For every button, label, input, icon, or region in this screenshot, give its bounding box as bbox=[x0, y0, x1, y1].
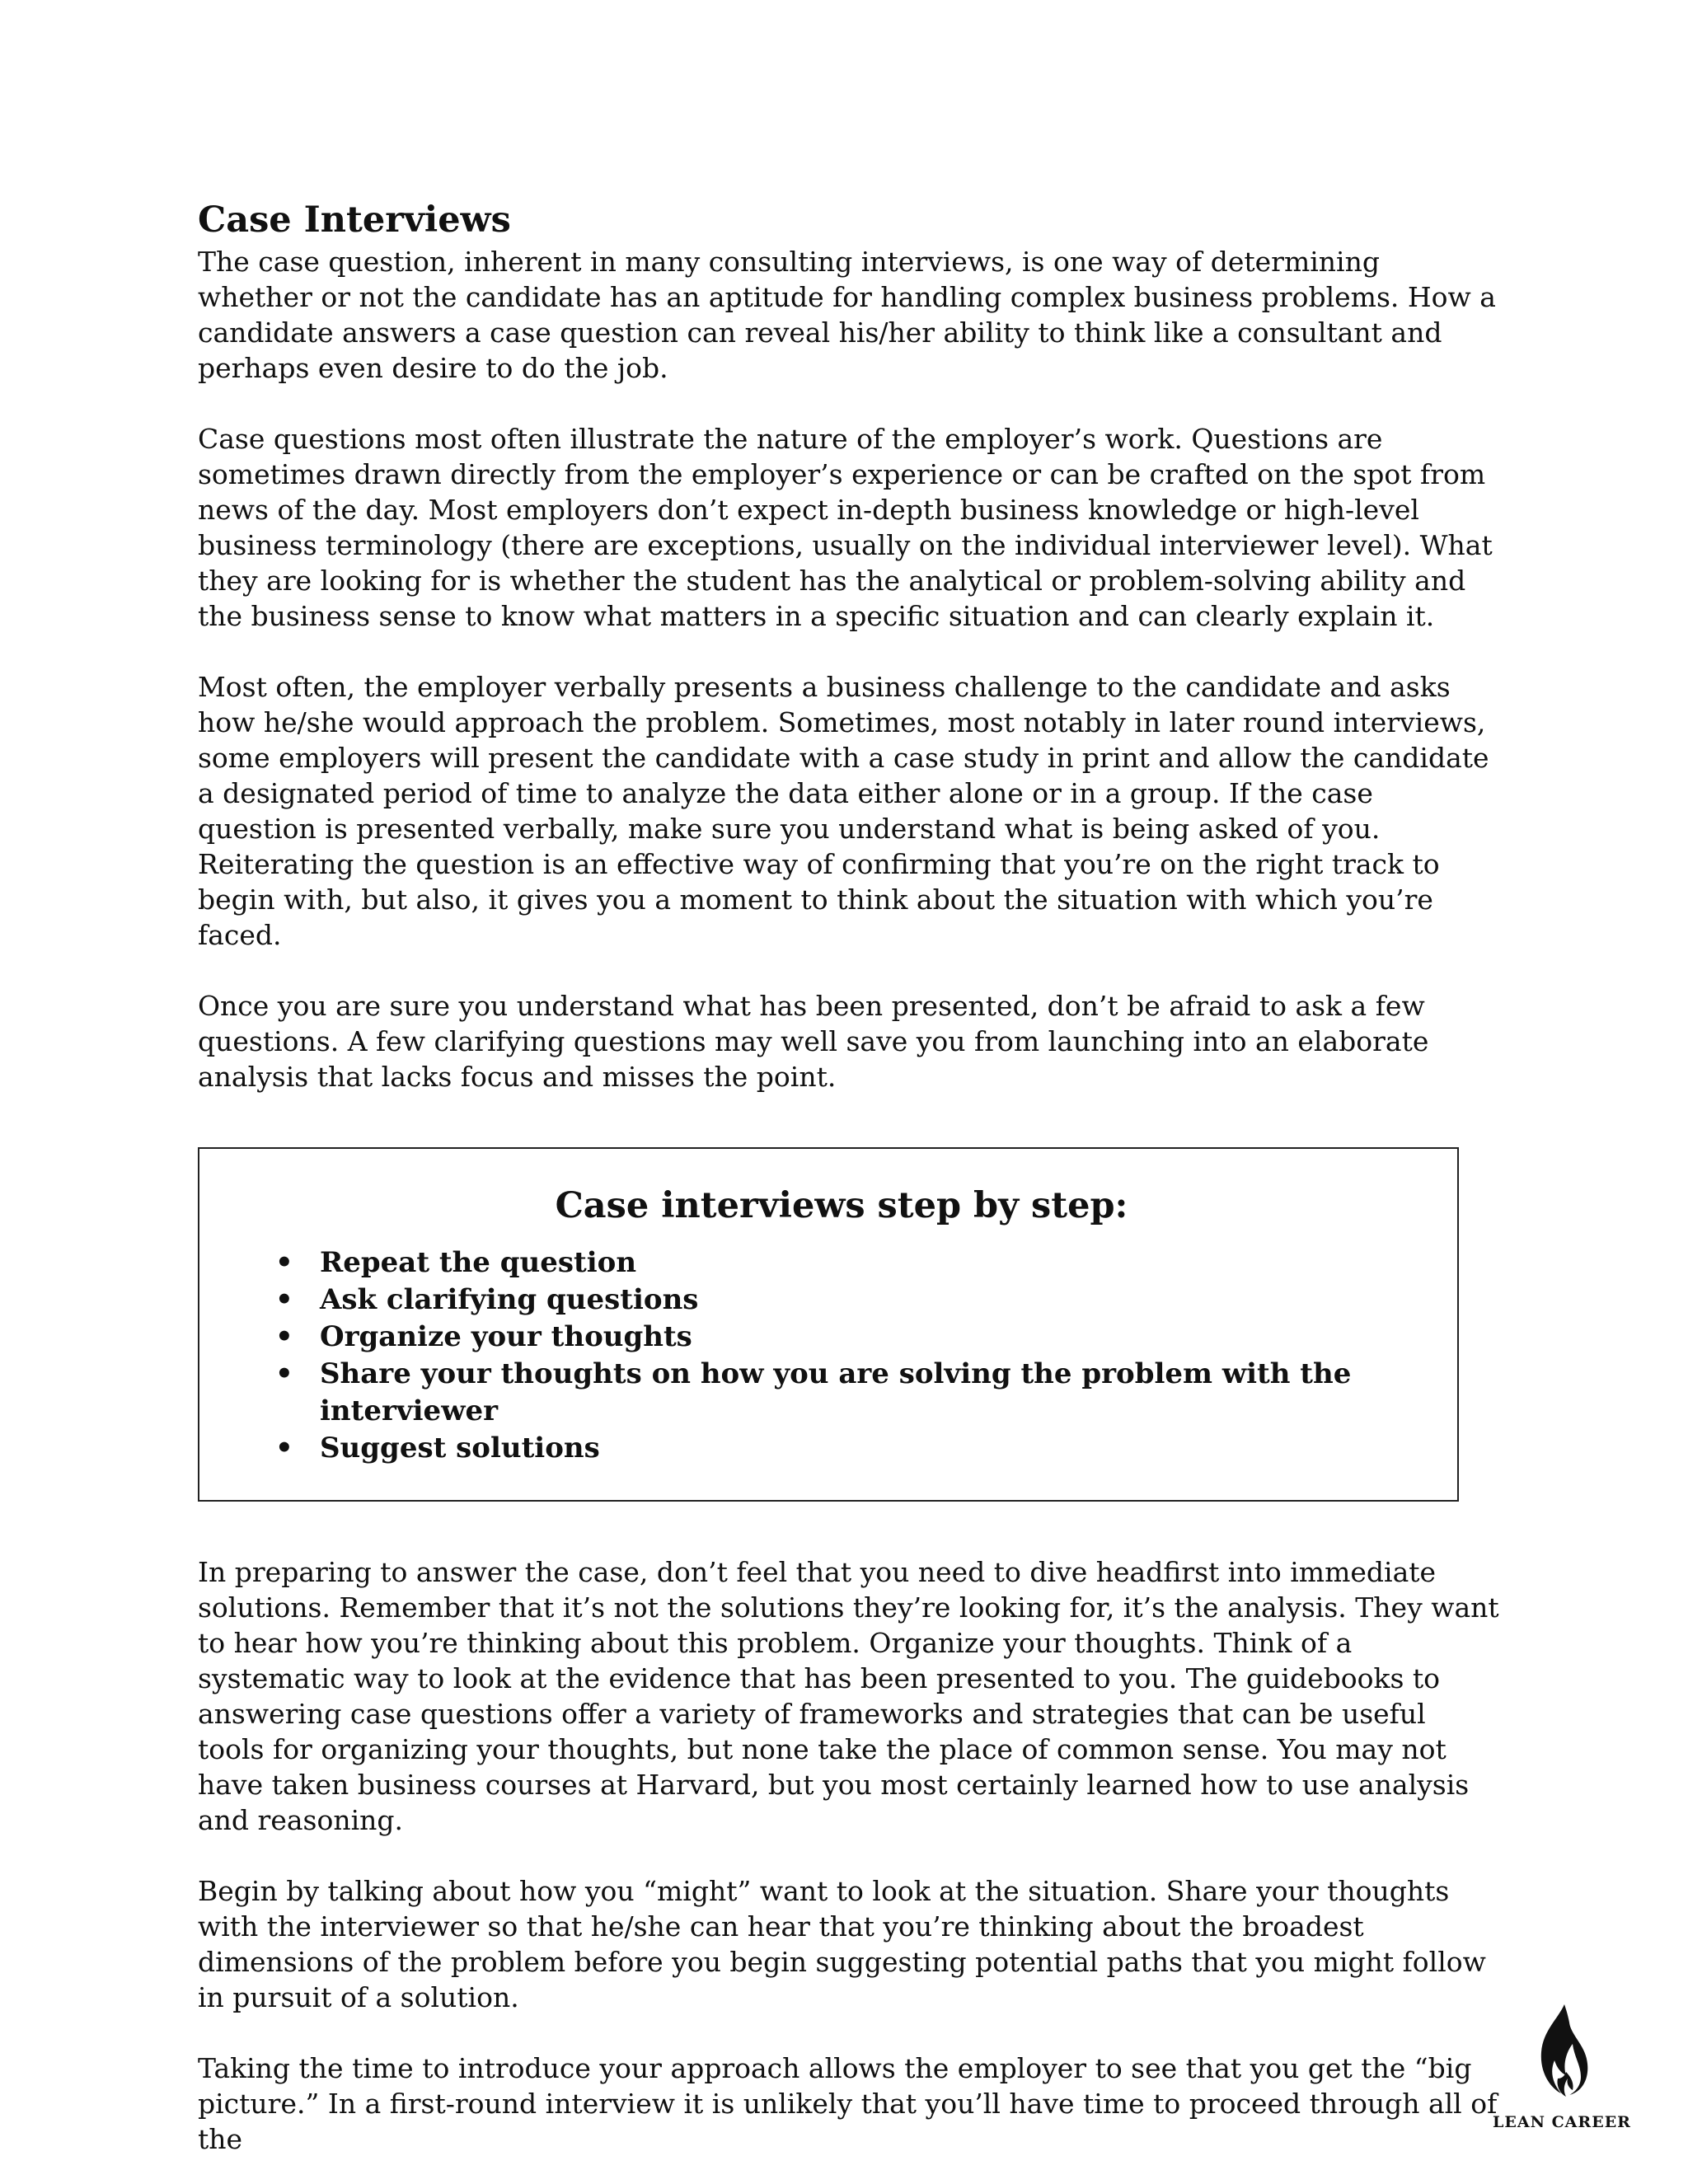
step-label: Repeat the question bbox=[320, 1246, 637, 1279]
bullet-icon: • bbox=[275, 1283, 293, 1316]
logo-text: LEAN CAREER bbox=[1493, 2113, 1631, 2131]
step-label: Share your thoughts on how you are solving the problem with the interviewer bbox=[320, 1357, 1352, 1427]
paragraph: Case questions most often illustrate the nature of the employer’s work. Questions are sometimes drawn directly from the employer’s experience or can be crafted on the spot from news of the day. Most employers don’t expect in-depth business knowledge or high-level business terminology (there are exceptions, usually on the individual interviewer level). What they are looking for is whether the student has the analytical or problem-solving ability and the business sense to know what matters in a specific situation and can clearly explain it. bbox=[198, 423, 1493, 632]
step-label: Ask clarifying questions bbox=[320, 1283, 699, 1316]
paragraph: The case question, inherent in many consulting interviews, is one way of determining whether or not the candidate has an aptitude for handling complex business problems. How a candidate answers a case question can reveal his/her ability to think like a consultant and perhaps even desire to do the job. bbox=[198, 246, 1496, 384]
bullet-icon: • bbox=[275, 1246, 293, 1279]
step-item bbox=[275, 1319, 1408, 1356]
steps-list bbox=[275, 1244, 1408, 1467]
step-label: Suggest solutions bbox=[320, 1432, 600, 1465]
paragraph: In preparing to answer the case, don’t feel that you need to dive headfirst into immediate solutions. Remember that it’s not the solutions they’re looking for, it’s the analysis. They want to hear how you’re thinking about this problem. Organize your thoughts. Think of a systematic way to look at the evidence that has been presented to you. The guidebooks to answering case questions offer a variety of frameworks and strategies that can be useful tools for organizing your thoughts, but none take the place of common sense. You may not have taken business courses at Harvard, but you most certainly learned how to use analysis and reasoning. bbox=[198, 1556, 1499, 1836]
flame-icon bbox=[1533, 2003, 1591, 2102]
paragraph: Taking the time to introduce your approach allows the employer to see that you get the “big picture.” In a first-round interview it is unlikely that you’ll have time to proceed through all of the bbox=[198, 2052, 1498, 2155]
step-item bbox=[275, 1430, 1408, 1467]
bullet-icon: • bbox=[275, 1432, 293, 1465]
paragraph: Once you are sure you understand what has been presented, don’t be afraid to ask a few questions. A few clarifying questions may well save you from launching into an elaborate analysis that lacks focus and misses the point. bbox=[198, 990, 1429, 1093]
steps-callout-box bbox=[198, 1147, 1459, 1502]
step-label: Organize your thoughts bbox=[320, 1320, 692, 1353]
paragraph: Most often, the employer verbally presents a business challenge to the candidate and asks how he/she would approach the problem. Sometimes, most notably in later round interviews, some employers will present the candidate with a case study in print and allow the candidate a designated period of time to analyze the data either alone or in a group. If the case question is presented verbally, make sure you understand what is being asked of you. Reiterating the question is an effective way of confirming that you’re on the right track to begin with, but also, it gives you a moment to think about the situation with which you’re faced. bbox=[198, 671, 1489, 951]
document-body bbox=[198, 196, 1500, 2157]
bullet-icon: • bbox=[275, 1320, 293, 1353]
bullet-icon: • bbox=[275, 1357, 293, 1390]
steps-callout-title: Case interviews step by step: bbox=[555, 1185, 1128, 1226]
step-item bbox=[275, 1282, 1408, 1319]
step-item bbox=[275, 1356, 1408, 1430]
paragraph: Begin by talking about how you “might” want to look at the situation. Share your thoughts with the interviewer so that he/she can hear that you’re thinking about the broadest dimensions of the problem before you begin suggesting potential paths that you might follow in pursuit of a solution. bbox=[198, 1875, 1486, 2013]
lean-career-logo bbox=[1484, 2003, 1640, 2131]
page-title: Case Interviews bbox=[198, 199, 511, 241]
step-item bbox=[275, 1244, 1408, 1282]
